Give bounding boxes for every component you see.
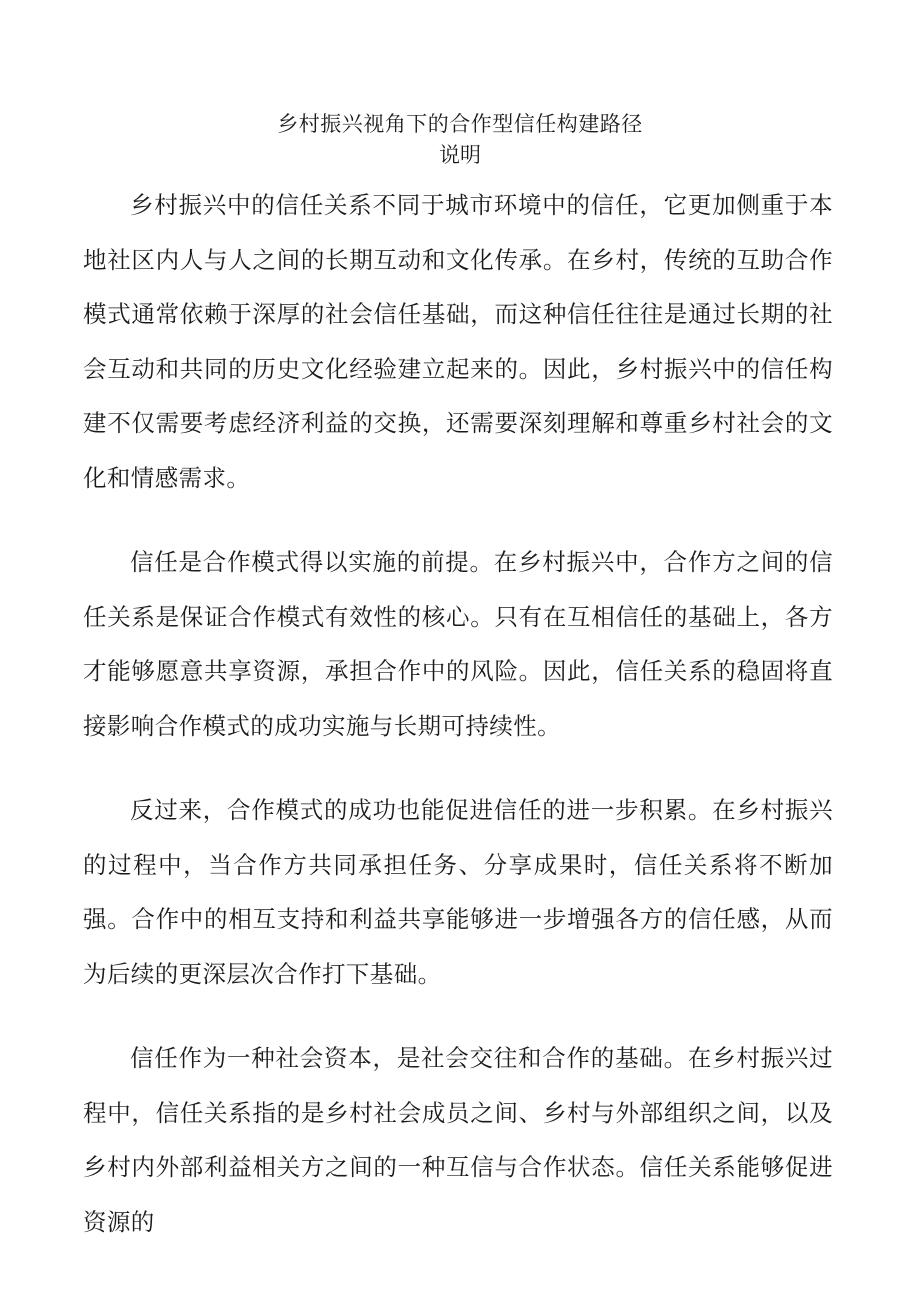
document-subtitle: 说明 <box>439 143 481 167</box>
paragraph-4: 信任作为一种社会资本，是社会交往和合作的基础。在乡村振兴过程中，信任关系指的是乡村社会成员之间、乡村与外部组织之间，以及乡村内外部利益相关方之间的一种互信与合作状态。信任关系能够促进资源的 <box>83 1044 833 1236</box>
paragraph-1: 乡村振兴中的信任关系不同于城市环境中的信任，它更加侧重于本地社区内人与人之间的长期互动和文化传承。在乡村，传统的互助合作模式通常依赖于深厚的社会信任基础，而这种信任往往是通过长期的社会互动和共同的历史文化经验建立起来的。因此，乡村振兴中的信任构建不仅需要考虑经济利益的交换，还需要深刻理解和尊重乡村社会的文化和情感需求。 <box>83 191 833 492</box>
paragraph-2: 信任是合作模式得以实施的前提。在乡村振兴中，合作方之间的信任关系是保证合作模式有效性的核心。只有在互相信任的基础上，各方才能够愿意共享资源，承担合作中的风险。因此，信任关系的稳固将直接影响合作模式的成功实施与长期可持续性。 <box>83 548 833 740</box>
document-body <box>83 178 833 1279</box>
document-title: 乡村振兴视角下的合作型信任构建路径 <box>277 112 643 136</box>
paragraph-3: 反过来，合作模式的成功也能促进信任的进一步积累。在乡村振兴的过程中，当合作方共同承担任务、分享成果时，信任关系将不断加强。合作中的相互支持和利益共享能够进一步增强各方的信任感，从而为后续的更深层次合作打下基础。 <box>83 796 833 988</box>
title-block <box>0 108 920 170</box>
